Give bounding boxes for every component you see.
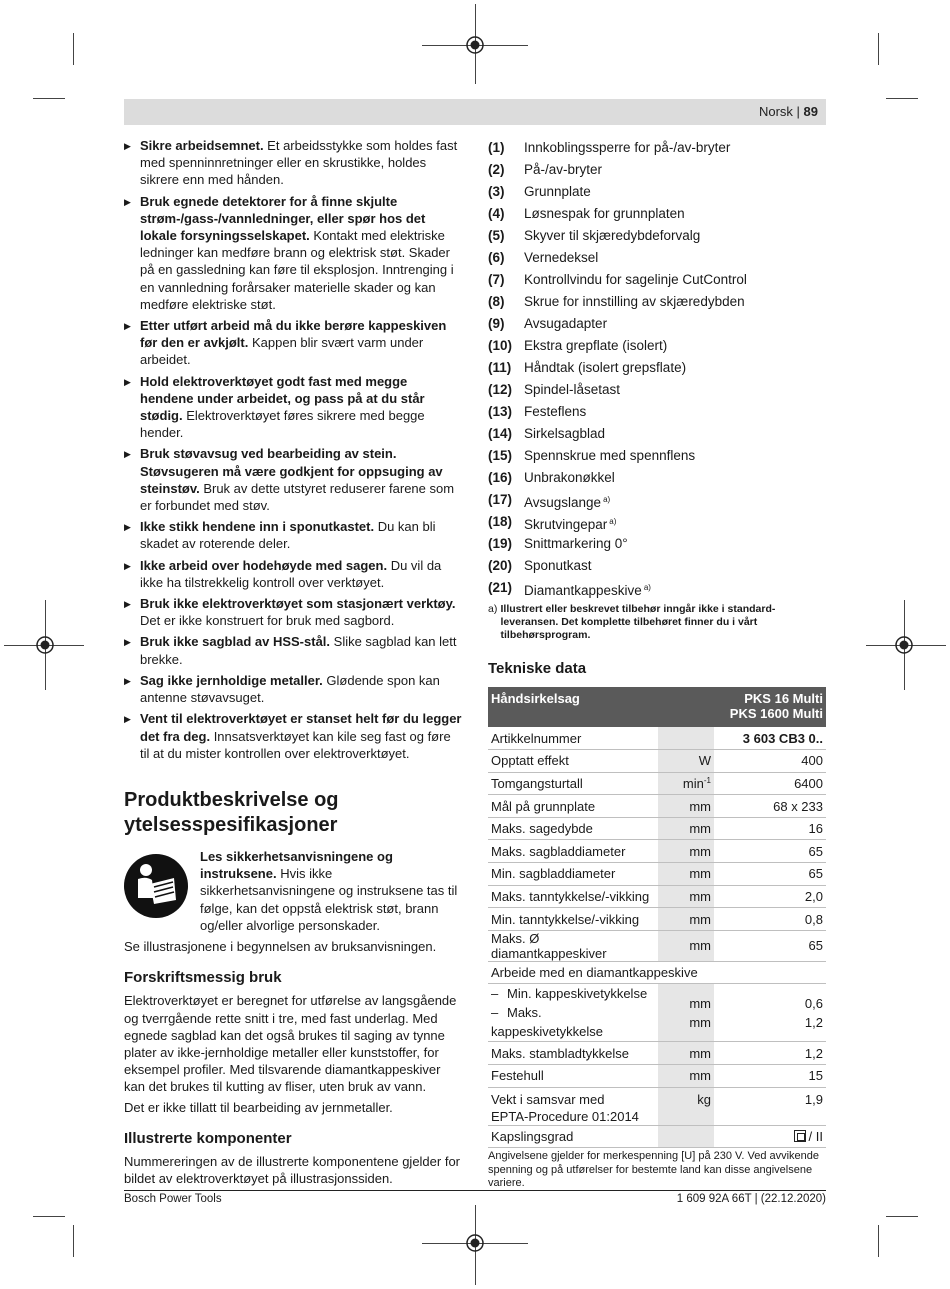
table-cell-unit: [658, 1125, 714, 1148]
component-item: [488, 423, 826, 445]
value-text: 1,2: [804, 1045, 823, 1061]
read-manual-icon: [124, 854, 188, 918]
safety-bullet: [124, 193, 462, 313]
unit-text: mm: [689, 798, 711, 814]
value-text: 400: [801, 753, 823, 769]
tech-data-note: Angivelsene gjelder for merkespenning [U] på 230 V. Ved avvikende spenning og på utførelser for bestemte land kan disse angivelsene variere.: [488, 1150, 820, 1190]
component-item: [488, 181, 826, 203]
table-cell-value: [714, 817, 826, 840]
component-list: [488, 137, 826, 599]
table-cell-label: [488, 1042, 658, 1065]
component-item: [488, 511, 826, 533]
see-illustrations: Se illustrasjonene i begynnelsen av bruksanvisningen.: [124, 938, 437, 954]
sub-label: [491, 1003, 655, 1041]
component-item: [488, 335, 826, 357]
safety-bullet: [124, 137, 462, 189]
sub-label-text: Min. kappeskivetykkelse: [507, 986, 648, 1002]
component-label-text: Innkoblingssperre for på-/av-bryter: [524, 140, 731, 155]
value-text: 0,6: [804, 995, 823, 1011]
bullet-bold: Vent til elektroverktøyet er stanset helt før du legger det fra deg.: [140, 711, 462, 744]
component-label: [524, 269, 747, 291]
bullet-text: Du vil da ikke ha tilstrekkelig kontroll over verktøyet.: [140, 557, 442, 590]
unit-text: mm: [689, 1045, 711, 1061]
value-text: 68 x 233: [773, 798, 823, 814]
label-text: Kapslingsgrad: [491, 1128, 574, 1144]
component-label-text: Snittmarkering 0°: [524, 536, 628, 551]
table-cell-label: [488, 1125, 658, 1148]
bullet-bold: Bruk støvavsug ved bearbeiding av stein. Støvsugeren må være godkjent for oppsuging av steinstøv.: [140, 446, 443, 496]
safety-bullet: [124, 373, 462, 442]
label-text: Artikkelnummer: [491, 730, 582, 746]
table-header-label: Håndsirkelsag: [488, 687, 658, 727]
label-text: Min. tanntykkelse/-vikking: [491, 911, 640, 927]
table-cell-label: [488, 840, 658, 863]
bullet-text: Kontakt med elektriske ledninger kan medføre brann og elektrisk støt. Skader på en gassledning kan føre til eksplosjon. Inntrenging i en vannledning forårsaker materielle skader og kan medføre elektriske støt.: [140, 228, 454, 312]
unit-text: W: [698, 753, 711, 769]
component-label: [524, 203, 685, 225]
label-text: Maks. stambladtykkelse: [491, 1045, 629, 1061]
component-number: (15): [488, 448, 513, 463]
section-title-line1: Produktbeskrivelse og: [124, 788, 339, 811]
table-cell-value: [714, 885, 826, 908]
warning-block: [124, 848, 462, 934]
warning-bold: Les sikkerhetsanvisningene og instruksene.: [200, 848, 393, 882]
table-row: [488, 885, 826, 908]
component-number: (18): [488, 514, 513, 529]
components-title: Illustrerte komponenter: [124, 1129, 292, 1147]
safety-bullet: [124, 633, 462, 667]
unit-text: min: [682, 775, 704, 791]
bullet-bold: Etter utført arbeid må du ikke berøre kappeskiven før den er avkjølt.: [140, 318, 447, 351]
component-number: (13): [488, 404, 513, 419]
component-label-text: Sirkelsagblad: [524, 426, 606, 441]
table-cell-unit: [658, 795, 714, 818]
table-cell-value: [714, 863, 826, 886]
unit-text: mm: [689, 888, 711, 904]
component-number: (8): [488, 294, 505, 309]
value-text: 1,9: [804, 1091, 823, 1107]
registration-target-icon: [464, 34, 486, 56]
component-number: (3): [488, 184, 505, 199]
unit-text: mm: [689, 866, 711, 882]
table-row: [488, 908, 826, 931]
registration-target-icon: [893, 634, 915, 656]
component-number: (10): [488, 338, 513, 353]
table-row: [488, 772, 826, 795]
table-row: [488, 1065, 826, 1088]
table-row: [488, 961, 826, 984]
bullet-bold: Hold elektroverktøyet godt fast med megge hendene under arbeidet, og pass på at du står stødig.: [140, 373, 425, 424]
component-label-text: Avsugadapter: [524, 316, 608, 331]
table-row: [488, 727, 826, 750]
tech-data-table: [488, 687, 826, 1148]
table-row: [488, 930, 826, 961]
bullet-bold: Sag ikke jernholdige metaller.: [140, 672, 323, 688]
bullet-text: Innsatsverktøyet kan kile seg fast og føre til at du mister kontrollen over elektroverktøyet.: [140, 728, 451, 761]
table-cell-value: [714, 984, 826, 1042]
table-cell-label: [488, 772, 658, 795]
intended-use-text: Elektroverktøyet er beregnet for utførelse av langsgående og tverrgående rette snitt i tre, med fast underlag. Med egnede sagblad kan det også brukes til saging av tynne plater av ikke-jernholdige metaller eller kunststoffer, for eksempel profiler. Med tilsvarende diamantkappeskiver kan det brukes til kutting av fliser, uten bruk av vann.: [124, 993, 457, 1095]
page-number: 89: [803, 104, 818, 119]
label-text: Opptatt effekt: [491, 753, 569, 769]
label-text: Maks. tanntykkelse/-vikking: [491, 888, 650, 904]
component-number: (21): [488, 580, 513, 595]
table-row: [488, 1042, 826, 1065]
value-text: 6400: [794, 775, 823, 791]
component-item: [488, 313, 826, 335]
safety-bullet: [124, 595, 462, 629]
component-label: [524, 225, 700, 247]
component-label: [524, 379, 620, 401]
table-cell-value: [714, 1087, 826, 1125]
table-cell-unit: [658, 984, 714, 1042]
component-item: [488, 533, 826, 555]
component-item: [488, 577, 826, 599]
component-label: [524, 445, 695, 467]
header-language: Norsk: [758, 104, 793, 119]
component-number: (16): [488, 470, 513, 485]
table-cell-label: [488, 984, 658, 1042]
protection-class-icon: [794, 1130, 806, 1142]
table-cell-unit: [658, 885, 714, 908]
registration-target-icon: [34, 634, 56, 656]
component-label: [524, 357, 686, 379]
bullet-bold: Bruk ikke elektroverktøyet som stasjonært verktøy.: [140, 596, 456, 612]
table-group-label: Arbeide med en diamantkappeskive: [488, 961, 826, 984]
table-header-models: [714, 687, 826, 727]
safety-bullet: [124, 445, 462, 514]
unit-text: mm: [689, 995, 711, 1011]
component-footnote-ref: a): [643, 583, 651, 592]
table-cell-label: [488, 863, 658, 886]
component-number: (4): [488, 206, 505, 221]
model-name-1: PKS 16 Multi: [744, 691, 823, 706]
label-text: Maks. Ø diamantkappeskiver: [491, 930, 607, 961]
label-text: Min. sagbladdiameter: [491, 866, 616, 882]
component-number: (12): [488, 382, 513, 397]
component-label: [524, 181, 591, 203]
label-text: Maks. sagbladdiameter: [491, 843, 626, 859]
component-item: [488, 203, 826, 225]
component-label: [524, 313, 607, 335]
component-label: [524, 137, 730, 159]
value-text: 2,0: [804, 888, 823, 904]
label-text: Mål på grunnplate: [491, 798, 596, 814]
component-number: (17): [488, 492, 513, 507]
component-label-text: Festeflens: [524, 404, 587, 419]
table-cell-unit: [658, 772, 714, 795]
component-label-text: Spindel-låsetast: [524, 382, 621, 397]
bullet-bold: Bruk egnede detektorer for å finne skjulte strøm-/gass-/vannledninger, eller spør hos det lokale forsyningsselskapet.: [140, 193, 426, 244]
component-number: (2): [488, 162, 505, 177]
table-cell-label: [488, 750, 658, 773]
bullet-text: Slike sagblad kan lett brekke.: [140, 634, 457, 667]
safety-bullet: [124, 672, 462, 706]
table-cell-unit: [658, 1042, 714, 1065]
table-row: [488, 1087, 826, 1125]
component-label-text: Kontrollvindu for sagelinje CutControl: [524, 272, 747, 287]
component-label: [524, 335, 667, 357]
table-row: [488, 1125, 826, 1148]
bullet-bold: Ikke arbeid over hodehøyde med sagen.: [140, 557, 388, 573]
component-footnote-ref: a): [603, 495, 611, 504]
value-text: 65: [808, 866, 823, 882]
component-number: (20): [488, 558, 513, 573]
value-text: / II: [808, 1128, 823, 1144]
component-label-text: Håndtak (isolert grepsflate): [524, 360, 687, 375]
bullet-text: Kappen blir svært varm under arbeidet.: [140, 335, 424, 368]
table-header-row: [488, 687, 826, 727]
table-cell-unit: [658, 727, 714, 750]
crop-mark: [73, 1225, 74, 1257]
unit-text: mm: [689, 911, 711, 927]
bullet-text: Glødende spon kan antenne støvavsuget.: [140, 672, 440, 706]
component-number: (19): [488, 536, 513, 551]
table-cell-unit: [658, 840, 714, 863]
crop-mark: [886, 1216, 918, 1217]
component-label-text: Ekstra grepflate (isolert): [524, 338, 668, 353]
table-cell-label: [488, 817, 658, 840]
component-item: [488, 357, 826, 379]
safety-bullet: [124, 317, 462, 369]
table-row: [488, 840, 826, 863]
crop-mark: [878, 1225, 879, 1257]
sub-label: [491, 984, 655, 1003]
table-cell-label: [488, 795, 658, 818]
safety-bullet-list: [124, 137, 462, 762]
table-cell-value: [714, 930, 826, 961]
table-cell-unit: [658, 817, 714, 840]
component-label: [524, 291, 745, 313]
component-label-text: Grunnplate: [524, 184, 591, 199]
tech-data-title: Tekniske data: [488, 660, 587, 677]
value-text: 16: [808, 821, 823, 837]
component-item: [488, 555, 826, 577]
components-text: Nummereringen av de illustrerte komponentene gjelder for bildet av elektroverktøyet på illustrasjonssiden.: [124, 1153, 461, 1187]
table-cell-unit: [658, 1065, 714, 1088]
component-label: [524, 555, 592, 577]
value-text: 3 603 CB3 0..: [742, 730, 823, 746]
bullet-bold: Sikre arbeidsemnet.: [140, 138, 264, 153]
unit-text: mm: [689, 938, 711, 954]
sub-label-text: Maks. kappeskivetykkelse: [491, 1005, 603, 1040]
component-label-text: Avsugslange: [524, 495, 602, 510]
section-title: [124, 788, 462, 838]
component-label-text: Unbrakonøkkel: [524, 470, 615, 485]
value-text: 15: [808, 1068, 823, 1084]
table-cell-unit: [658, 908, 714, 931]
table-cell-label: [488, 1065, 658, 1088]
value-text: 0,8: [804, 911, 823, 927]
crop-mark: [73, 33, 74, 65]
unit-text: mm: [689, 843, 711, 859]
table-cell-label: [488, 885, 658, 908]
component-label-text: Sponutkast: [524, 558, 592, 573]
table-cell-value: [714, 750, 826, 773]
registration-target-icon: [464, 1232, 486, 1254]
table-cell-unit: [658, 750, 714, 773]
component-number: (14): [488, 426, 513, 441]
component-label: [524, 401, 586, 423]
component-item: [488, 225, 826, 247]
table-cell-value: [714, 795, 826, 818]
bullet-bold: Ikke stikk hendene inn i sponutkastet.: [140, 519, 375, 535]
component-item: [488, 247, 826, 269]
table-row: [488, 863, 826, 886]
footer-brand: Bosch Power Tools: [124, 1193, 222, 1205]
table-cell-value: [714, 840, 826, 863]
component-label-text: Skrue for innstilling av skjæredybden: [524, 294, 745, 309]
component-number: (1): [488, 140, 505, 155]
component-item: [488, 489, 826, 511]
table-cell-unit: [658, 863, 714, 886]
component-item: [488, 269, 826, 291]
table-row: [488, 750, 826, 773]
dash-mark: –: [491, 986, 499, 1002]
table-row: [488, 984, 826, 1042]
bullet-text: Du kan bli skadet av roterende deler.: [140, 519, 436, 552]
unit-text: kg: [697, 1091, 711, 1107]
component-label-text: Skyver til skjæredybdeforvalg: [524, 228, 701, 243]
crop-mark: [33, 98, 65, 99]
dash-mark: –: [491, 1005, 499, 1021]
component-label: [524, 159, 602, 181]
footnote-mark: a): [488, 603, 498, 615]
component-label: [524, 533, 628, 555]
component-item: [488, 159, 826, 181]
table-cell-label: [488, 930, 658, 961]
warning-text: [200, 848, 462, 934]
component-item: [488, 379, 826, 401]
bullet-text: Elektroverktøyet føres sikrere med begge hender.: [140, 408, 425, 441]
table-cell-value: [714, 772, 826, 795]
component-footnote: [488, 603, 826, 642]
component-label-text: Løsnespak for grunnplaten: [524, 206, 685, 221]
component-number: (5): [488, 228, 505, 243]
table-cell-value: [714, 908, 826, 931]
section-title-line2: ytelsesspesifikasjoner: [124, 813, 338, 836]
table-cell-label: [488, 1087, 658, 1125]
right-column: [488, 137, 826, 1191]
label-text: Maks. sagedybde: [491, 821, 593, 837]
intended-use-title: Forskriftsmessig bruk: [124, 969, 282, 987]
value-text: 65: [808, 843, 823, 859]
crop-mark: [886, 98, 918, 99]
label-text: Vekt i samsvar med: [491, 1091, 605, 1107]
unit-text: mm: [689, 1068, 711, 1084]
crop-mark: [878, 33, 879, 65]
page-header: [124, 99, 826, 125]
safety-bullet: [124, 518, 462, 552]
value-text: 1,2: [804, 1014, 823, 1030]
component-label: [524, 489, 610, 511]
component-number: (6): [488, 250, 505, 265]
label-text: EPTA-Procedure 01:2014: [491, 1108, 639, 1124]
component-number: (9): [488, 316, 505, 331]
component-number: (11): [488, 360, 512, 375]
header-text: Norsk | 89: [758, 104, 818, 119]
table-cell-value: [714, 1042, 826, 1065]
intended-use-note: Det er ikke tillatt til bearbeiding av jernmetaller.: [124, 1099, 393, 1115]
component-label: [524, 467, 615, 489]
unit-text: mm: [689, 821, 711, 837]
bullet-bold: Bruk ikke sagblad av HSS-stål.: [140, 634, 331, 650]
left-column: [124, 137, 462, 1190]
component-label-text: På-/av-bryter: [524, 162, 603, 177]
unit-text: mm: [689, 1014, 711, 1030]
component-label-text: Diamantkappeskive: [524, 583, 642, 598]
bullet-text: Bruk av dette utstyret reduserer farene som er forbundet med støv.: [140, 480, 455, 514]
footer-doc-ref: 1 609 92A 66T | (22.12.2020): [676, 1193, 826, 1205]
component-footnote-ref: a): [609, 517, 617, 526]
label-text: Festehull: [491, 1068, 544, 1084]
warning-body: Hvis ikke sikkerhetsanvisningene og instruksene tas til følge, kan det oppstå elektrisk støt, brann og/eller alvorlige personskader.: [200, 866, 458, 933]
table-cell-value: [714, 1125, 826, 1148]
component-label: [524, 511, 616, 533]
component-label-text: Spennskrue med spennflens: [524, 448, 696, 463]
crop-mark: [33, 1216, 65, 1217]
table-row: [488, 795, 826, 818]
unit-sup: -1: [703, 775, 711, 785]
value-text: 65: [808, 938, 823, 954]
component-item: [488, 467, 826, 489]
component-label-text: Vernedeksel: [524, 250, 599, 265]
component-item: [488, 137, 826, 159]
bullet-text: Det er ikke konstruert for bruk med sagbord.: [140, 613, 395, 629]
table-cell-value: [714, 727, 826, 750]
component-label-text: Skrutvingepar: [524, 517, 608, 532]
table-cell-label: [488, 908, 658, 931]
bullet-text: Et arbeidsstykke som holdes fast med spenninnretninger eller en skrustikke, holdes sikrere enn med hånden.: [140, 138, 458, 188]
safety-bullet: [124, 710, 462, 762]
component-label: [524, 577, 651, 599]
component-number: (7): [488, 272, 505, 287]
footer-divider: [124, 1190, 826, 1191]
table-row: [488, 817, 826, 840]
component-label: [524, 423, 605, 445]
component-label: [524, 247, 598, 269]
table-cell-label: [488, 727, 658, 750]
label-text: Tomgangsturtall: [491, 775, 583, 791]
table-cell-unit: [658, 930, 714, 961]
component-item: [488, 291, 826, 313]
footnote-text: Illustrert eller beskrevet tilbehør inngår ikke i standard-leveransen. Det komplette tilbehøret finner du i vårt tilbehørsprogram.: [500, 603, 776, 641]
table-cell-unit: [658, 1087, 714, 1125]
table-cell-value: [714, 1065, 826, 1088]
safety-bullet: [124, 557, 462, 591]
model-name-2: PKS 1600 Multi: [729, 706, 823, 721]
component-item: [488, 445, 826, 467]
component-item: [488, 401, 826, 423]
